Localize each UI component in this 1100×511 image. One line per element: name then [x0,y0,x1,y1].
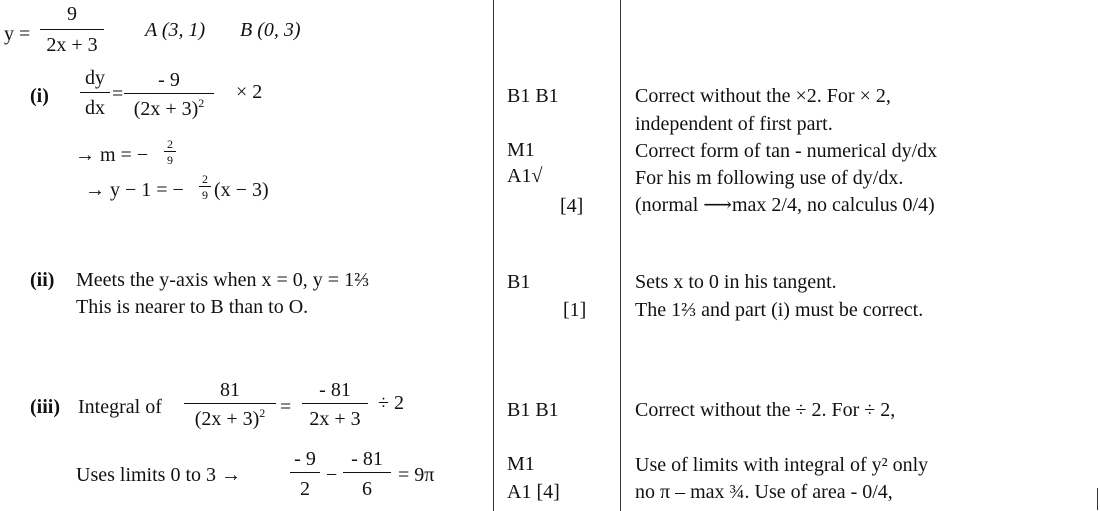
point-a: A (3, 1) [145,19,206,41]
part-iii-note-2: Use of limits with integral of y² only [635,454,929,476]
integral-of-text: Integral of [78,396,162,418]
tangent-denominator: 9 [202,188,208,202]
part-iii-mark-b1b1: B1 B1 [507,399,559,421]
y-equals: y = [4,23,31,45]
tangent-numerator: 2 [202,172,208,186]
derivative-denominator: $(2x + 3)^2$ [133,96,205,120]
part-iii-mark-a1: A1 [4] [507,481,560,503]
limits-minus: − [326,464,338,486]
tangent-line-pre: → y − 1 = − [85,179,184,201]
part-i-total: [4] [560,195,584,217]
limit-upper-fraction [290,449,320,501]
part-iii-mark-m1: M1 [507,453,535,475]
dx: dx [85,97,105,119]
part-ii-note-2: The 1⅔ and part (i) must be correct. [635,299,924,321]
gradient-numerator: 2 [167,137,173,151]
limit-upper-denominator: 2 [300,478,310,500]
antiderivative-fraction [302,380,368,432]
part-iii-note-1: Correct without the ÷ 2. For ÷ 2, [635,399,896,421]
antiderivative-denominator: 2x + 3 [309,408,361,430]
dy: dy [85,67,105,89]
column-divider-1 [493,0,494,511]
limits-text: Uses limits 0 to 3 → [76,464,242,486]
part-ii-line-1: Meets the y-axis when x = 0, y = 1⅔ [76,269,370,291]
part-i-note-2: independent of first part. [635,113,833,135]
tangent-line-post: (x − 3) [214,179,269,201]
part-i-label: (i) [30,85,49,107]
integrand-denominator: $(2x + 3)^2$ [194,406,266,430]
cursor-mark [1097,488,1098,510]
column-divider-2 [620,0,621,511]
gradient-line: → m = − [75,144,149,166]
part-ii-total: [1] [563,299,587,321]
limit-upper-numerator: - 9 [294,448,316,470]
dy-dx-fraction [80,68,110,120]
gradient-denominator: 9 [167,153,173,167]
integrand-numerator: 81 [220,379,240,401]
part-i-note-5: (normal ⟶max 2/4, no calculus 0/4) [635,194,935,216]
part-iii-label: (iii) [30,396,60,418]
y-fraction-denominator: 2x + 3 [46,34,98,56]
y-fraction-numerator: 9 [67,3,77,25]
part-iii-equals: = [280,396,292,418]
part-iii-note-3: no π – max ¾. Use of area - 0/4, [635,481,893,503]
derivative-numerator: - 9 [158,69,180,91]
part-i-note-1: Correct without the ×2. For × 2, [635,85,891,107]
integrand-fraction [184,380,276,432]
limit-lower-fraction [343,449,391,501]
times-two: × 2 [236,81,263,103]
gradient-fraction [164,138,176,168]
part-ii-line-2: This is nearer to B than to O. [76,296,309,318]
divide-two: ÷ 2 [378,392,404,414]
part-ii-note-1: Sets x to 0 in his tangent. [635,271,837,293]
limit-lower-numerator: - 81 [351,448,383,470]
integral-result: = 9π [398,464,435,486]
limit-lower-denominator: 6 [362,478,372,500]
point-b: B (0, 3) [240,19,301,41]
part-i-mark-a1: A1√ [507,165,543,187]
y-fraction [40,4,104,56]
part-ii-mark-b1: B1 [507,271,531,293]
part-i-mark-m1: M1 [507,139,535,161]
part-i-note-3: Correct form of tan - numerical dy/dx [635,140,938,162]
tangent-fraction [199,173,211,203]
part-ii-label: (ii) [30,269,55,291]
antiderivative-numerator: - 81 [319,379,351,401]
part-i-mark-b1b1: B1 B1 [507,85,559,107]
derivative-fraction [124,70,214,120]
part-i-equals: = [112,83,124,105]
part-i-note-4: For his m following use of dy/dx. [635,167,904,189]
